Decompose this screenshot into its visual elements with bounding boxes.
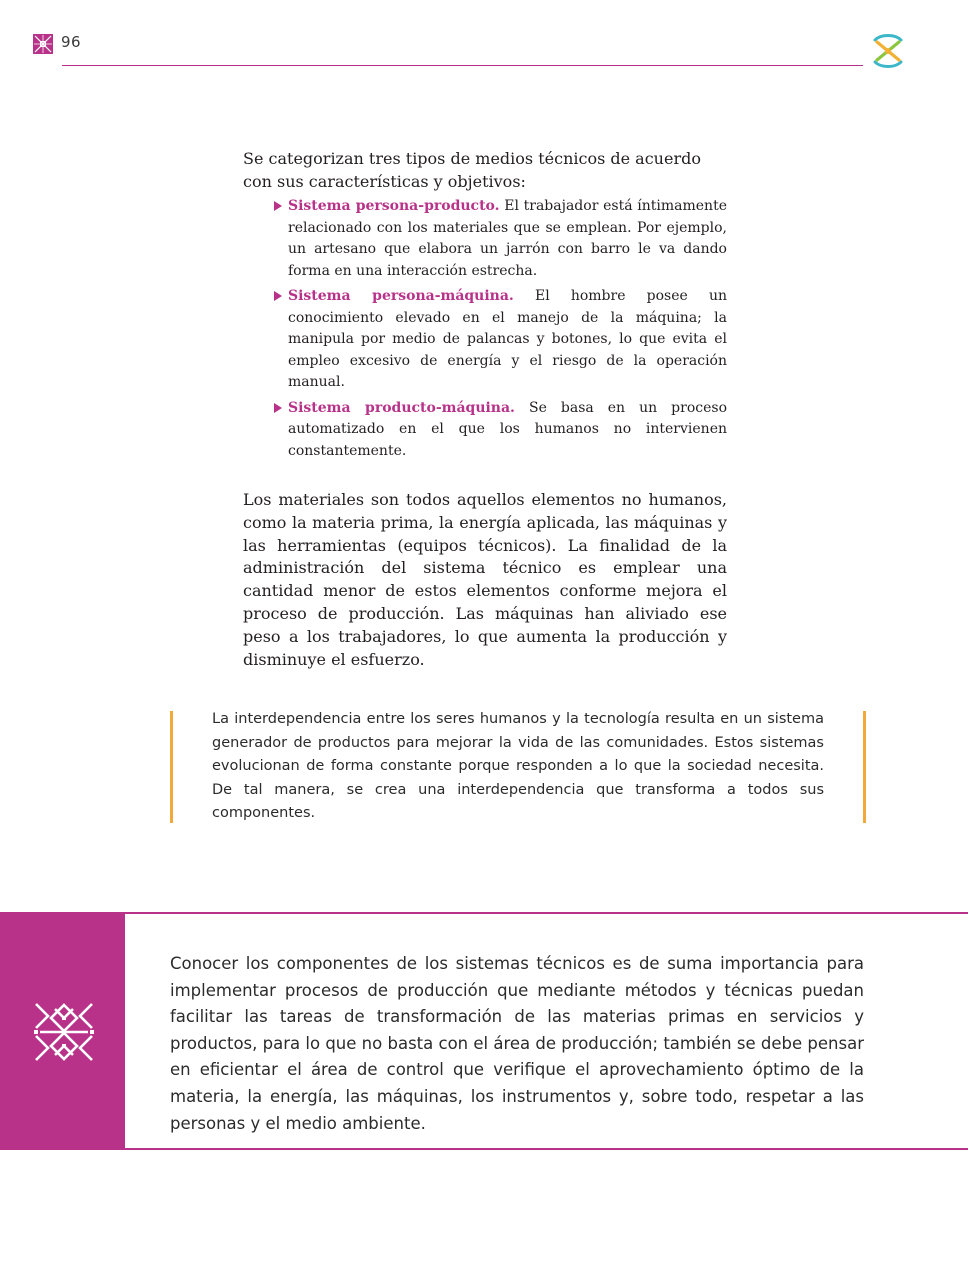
bullet-text: El trabajador está íntimamente relacionado con los materiales que se emplean. Por ejemplo, un artesano que elabora un jarrón con barro le va dando forma en una interacción estrecha. (288, 198, 727, 279)
list-item (288, 398, 727, 463)
callout-box (0, 912, 968, 1150)
header-rule (62, 65, 863, 66)
materials-paragraph: Los materiales son todos aquellos elementos no humanos, como la materia prima, la energía aplicada, las máquinas y las herramientas (equipos técnicos). La finalidad de la administración del sistema técnico es emplear una cantidad menor de estos elementos conforme mejora el proceso de producción. Las máquinas han aliviado ese peso a los trabajadores, lo que aumenta la producción y disminuye el esfuerzo. (243, 490, 727, 669)
bullet-triangle-icon (273, 402, 283, 414)
bullet-triangle-icon (273, 200, 283, 212)
program-logo-icon (869, 32, 907, 70)
bullet-text: El hombre posee un conocimiento elevado en el manejo de la máquina; la manipula por medio de palancas y botones, lo que evita el empleo excesivo de energía y el riesgo de la operación manual. (288, 288, 727, 390)
bullet-text: Se basa en un proceso automatizado en el que los humanos no intervienen constantemente. (288, 399, 727, 459)
callout-sidebar (0, 912, 125, 1150)
callout-text: Conocer los componentes de los sistemas técnicos es de suma importancia para implementar procesos de producción que mediante métodos y técnicas puedan facilitar las tareas de transformación de las materias primas en servicios y productos, para lo que no basta con el área de producción; también se debe pensar en eficientar el área de control que verifique el aprovechamiento óptimo de la materia, la energía, las máquinas, los instrumentos y, sobre todo, respetar a las personas y el medio ambiente. (170, 954, 864, 1133)
textile-pattern-icon (33, 1001, 95, 1063)
bullet-triangle-icon (273, 290, 283, 302)
bullet-term: Sistema persona-máquina. (288, 288, 514, 304)
quote-bar-left (170, 711, 173, 823)
list-item (288, 286, 727, 394)
quote-bar-right (863, 711, 866, 823)
list-item (288, 196, 727, 282)
intro-paragraph: Se categorizan tres tipos de medios técnicos de acuerdo con sus características y objetivos: (243, 149, 701, 191)
callout-rule-top (0, 912, 968, 914)
quote-box (170, 708, 866, 826)
decorative-pattern-icon (33, 34, 53, 54)
callout-rule-bottom (0, 1148, 968, 1150)
quote-text: La interdependencia entre los seres humanos y la tecnología resulta en un sistema generador de productos para mejorar la vida de las comunidades. Estos sistemas evolucionan de forma constante porque responden a lo que la sociedad necesita. De tal manera, se crea una interdependencia que transforma a todos sus componentes. (212, 711, 824, 821)
bullet-term: Sistema producto-máquina. (288, 399, 515, 416)
system-types-list (243, 196, 727, 462)
main-text-block (243, 147, 727, 671)
bullet-term: Sistema persona-producto. (288, 198, 500, 214)
page-number: 96 (61, 33, 82, 51)
